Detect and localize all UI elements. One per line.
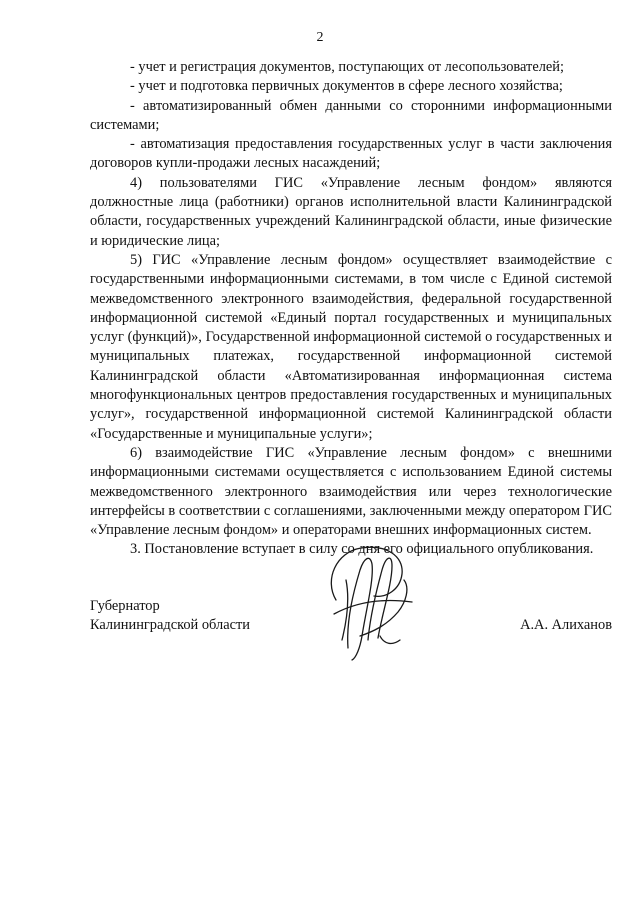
list-item-primary-documents: - учет и подготовка первичных документов в сфере лесного хозяйства; [130, 78, 563, 95]
signatory-name: А.А. Алиханов [520, 617, 612, 634]
clause-3-effective-date: 3. Постановление вступает в силу со дня его официального опубликования. [130, 541, 594, 558]
list-item-data-exchange: - автоматизированный обмен данными со сторонними информационными системами; [90, 97, 612, 133]
signatory-region: Калининградской области [90, 617, 250, 634]
clause-5-interaction: 5) ГИС «Управление лесным фондом» осуществляет взаимодействие с государственными информационными системами, в том числе с Единой системой межведомственного электронного взаимодействия, федеральной государственной информационной системой «Единый портал государственных и муниципальных услуг (функций)», Государственной информационной системой о государственных и муниципальных платежах, государственной информационной системой Калининградской области «Автоматизированная информационная система многофункциональных центров предоставления государственных и муниципальных услуг», государственной информационной системой Калининградской области «Государственные и муниципальные услуги»; [90, 251, 612, 442]
list-item-registration: - учет и регистрация документов, поступающих от лесопользователей; [130, 59, 564, 75]
document-body [90, 58, 612, 560]
list-item-state-services: - автоматизация предоставления государственных услуг в части заключения договоров купли-продажи лесных насаждений; [90, 136, 612, 172]
signatory-position: Губернатор [90, 598, 160, 614]
handwritten-signature [316, 540, 420, 664]
page-number: 2 [316, 30, 324, 45]
clause-6-external-systems: 6) взаимодействие ГИС «Управление лесным фондом» с внешними информационными системами осуществляется с использованием Единой системы межведомственного электронного взаимодействия или через технологические интерфейсы в соответствии с соглашениями, заключенными между оператором ГИС «Управление лесным фондом» и операторами внешних информационных систем. [90, 444, 612, 539]
clause-4-users: 4) пользователями ГИС «Управление лесным фондом» являются должностные лица (работники) органов исполнительной власти Калининградской области, государственных учреждений Калининградской области, иные физические и юридические лица; [90, 174, 612, 249]
